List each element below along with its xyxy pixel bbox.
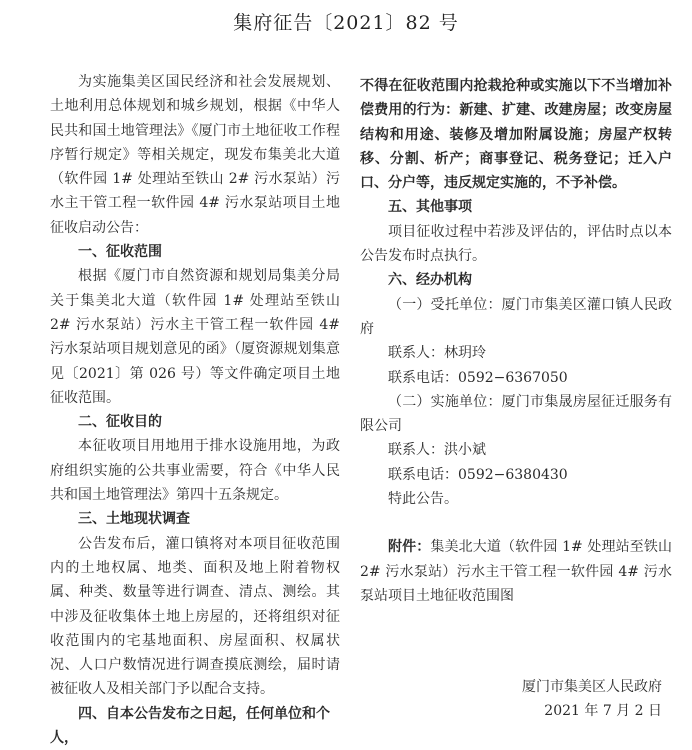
- attachment-label: 附件：: [388, 539, 431, 556]
- section-4-body: 不得在征收范围内抢栽抢种或实施以下不当增加补偿费用的行为：新建、扩建、改建房屋；改变房屋结构和用途、装修及增加附属设施；房屋产权转移、分割、析产；商事登记、税务登记；迁入户口、分户等，违反规定实施的，不予补偿。: [360, 78, 672, 192]
- org-2-contact: 联系人：洪小斌: [388, 442, 486, 459]
- section-3-body: 公告发布后，灌口镇将对本项目征收范围内的土地权属、地类、面积及地上附着物权属、种类、数量等进行调查、清点、测绘。其中涉及征收集体土地上房屋的，还将组织对征收范围内的宅基地面积、房屋面积、权属状况、人口户数情况进行调查摸底测绘，届时请被征收人及相关部门予以配合支持。: [50, 535, 340, 698]
- signature-block: [522, 675, 662, 724]
- org-1-phone: 联系电话：0592−6367050: [388, 369, 568, 386]
- attachment-text: 集美北大道（软件园 1# 处理站至铁山 2# 污水泵站）污水主干管工程一软件园 4# 污水泵站项目土地征收范围图: [360, 539, 672, 604]
- section-3-heading: 三、土地现状调查: [78, 511, 190, 528]
- section-2-heading: 二、征收目的: [78, 414, 162, 431]
- section-2-body: 本征收项目用地用于排水设施用地，为政府组织实施的公共事业需要，符合《中华人民共和国土地管理法》第四十五条规定。: [50, 438, 340, 504]
- attachment: [360, 535, 672, 608]
- issuer: 厦门市集美区人民政府: [522, 679, 662, 695]
- intro-paragraph: 为实施集美区国民经济和社会发展规划、土地利用总体规划和城乡规划，根据《中华人民共和国土地管理法》《厦门市土地征收工作程序暂行规定》等相关规定，现发布集美北大道（软件园 1# 处理站至铁山 2# 污水泵站）污水主干管工程一软件园 4# 污水泵站项目土地征收启动公告：: [50, 74, 340, 236]
- org-2: （二）实施单位：厦门市集晟房屋征迁服务有限公司: [360, 393, 672, 435]
- closing-text: 特此公告。: [388, 491, 458, 508]
- section-4-heading: 四、自本公告发布之日起，任何单位和个人，: [50, 705, 330, 747]
- org-1: （一）受托单位：厦门市集美区灌口镇人民政府: [360, 296, 672, 337]
- section-5-body: 项目征收过程中若涉及评估的，评估时点以本公告发布时点执行。: [360, 223, 672, 265]
- section-1-heading: 一、征收范围: [78, 244, 162, 261]
- right-column: [360, 74, 672, 608]
- section-6-heading: 六、经办机构: [388, 272, 472, 289]
- section-5-heading: 五、其他事项: [388, 199, 472, 216]
- issue-date: 2021 年 7 月 2 日: [544, 703, 662, 720]
- document-title: 集府征告〔2021〕82 号: [233, 12, 459, 34]
- org-1-contact: 联系人：林玥玲: [388, 345, 486, 362]
- org-2-phone: 联系电话：0592−6380430: [388, 466, 568, 483]
- left-column: [50, 70, 340, 750]
- section-1-body: 根据《厦门市自然资源和规划局集美分局关于集美北大道（软件园 1# 处理站至铁山 2# 污水泵站）污水主干管工程一软件园 4# 污水泵站项目规划意见的函》（厦资源规划集意见〔2021〕第 026 号）等文件确定项目土地征收范围。: [50, 268, 340, 406]
